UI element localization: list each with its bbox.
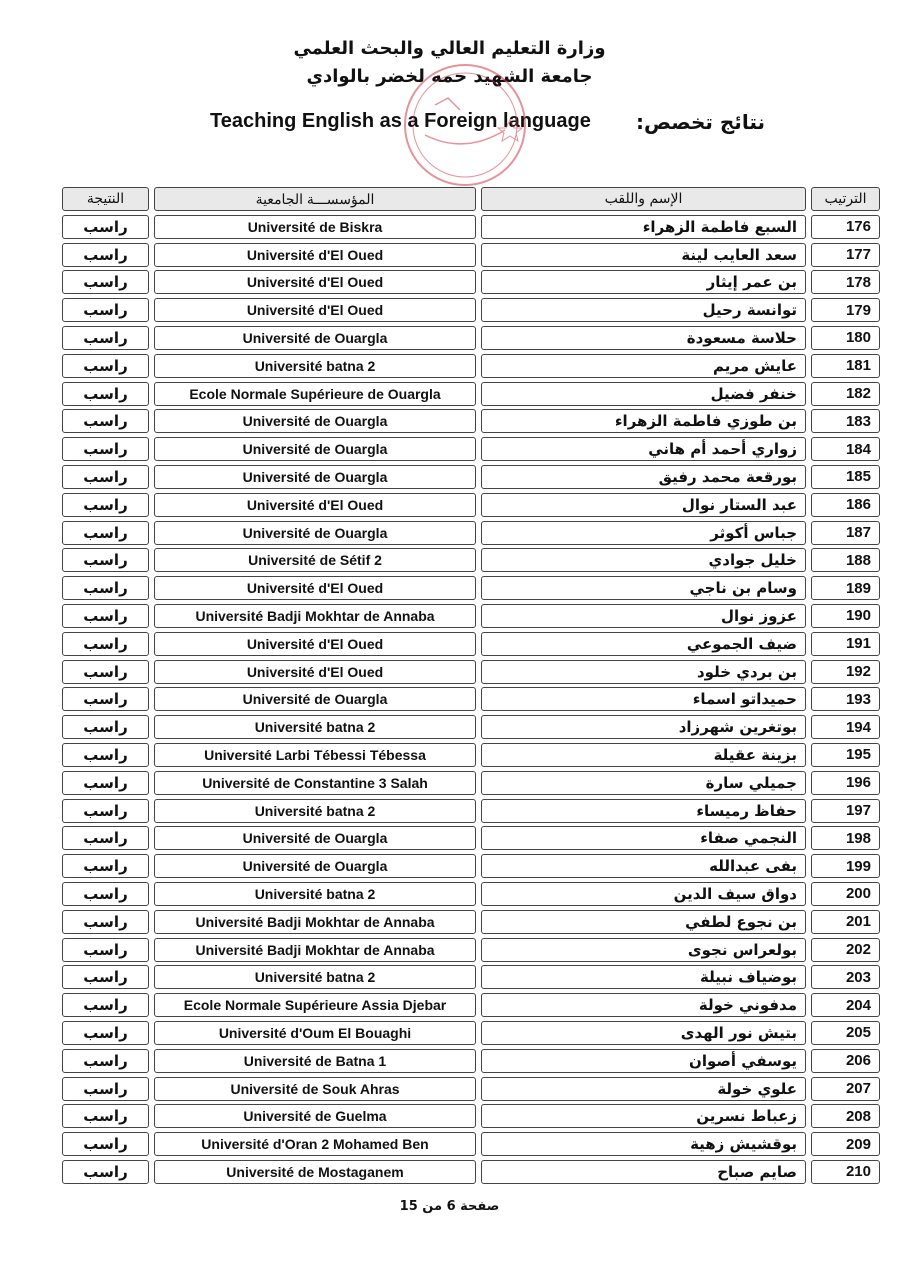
table-row [62,547,880,575]
institution-cell: Université batna 2 [154,965,476,989]
table-row [62,686,880,714]
result-cell: راسب [62,1021,149,1045]
institution-cell: Université batna 2 [154,799,476,823]
rank-cell: 204 [811,993,880,1017]
table-row [62,381,880,409]
rank-cell: 206 [811,1049,880,1073]
name-cell: عايش مريم [481,354,806,378]
institution-cell: Université de Ouargla [154,437,476,461]
name-cell: زعباط نسرين [481,1104,806,1128]
result-cell: راسب [62,910,149,934]
name-cell: بن عمر إيثار [481,270,806,294]
rank-cell: 210 [811,1160,880,1184]
rank-cell: 182 [811,382,880,406]
header-institution: المؤسســـة الجامعية [154,187,476,211]
header-result: النتيجة [62,187,149,211]
result-cell: راسب [62,521,149,545]
rank-cell: 199 [811,854,880,878]
table-row [62,1103,880,1131]
name-cell: وسام بن ناجي [481,576,806,600]
name-cell: بن بردي خلود [481,660,806,684]
name-cell: علوي خولة [481,1077,806,1101]
rank-cell: 205 [811,1021,880,1045]
rank-cell: 191 [811,632,880,656]
institution-cell: Université d'El Oued [154,660,476,684]
header-rank: الترتيب [811,187,880,211]
header-name: الإسم واللقب [481,187,806,211]
name-cell: بولعراس نجوى [481,938,806,962]
result-cell: راسب [62,270,149,294]
table-row [62,853,880,881]
rank-cell: 189 [811,576,880,600]
rank-cell: 177 [811,243,880,267]
table-body [62,214,880,1187]
institution-cell: Université batna 2 [154,354,476,378]
result-cell: راسب [62,993,149,1017]
name-cell: جباس أكوثر [481,521,806,545]
table-row [62,659,880,687]
result-cell: راسب [62,243,149,267]
rank-cell: 207 [811,1077,880,1101]
name-cell: بن نجوع لطفي [481,910,806,934]
name-cell: خنفر فضيل [481,382,806,406]
institution-cell: Université d'El Oued [154,298,476,322]
name-cell: بزينة عقيلة [481,743,806,767]
table-row [62,881,880,909]
result-cell: راسب [62,882,149,906]
table-row [62,770,880,798]
table-row [62,631,880,659]
institution-cell: Université de Constantine 3 Salah [154,771,476,795]
name-cell: عزوز نوال [481,604,806,628]
results-table [62,186,880,1187]
name-cell: سعد العايب لينة [481,243,806,267]
result-cell: راسب [62,382,149,406]
institution-cell: Université d'El Oued [154,243,476,267]
rank-cell: 203 [811,965,880,989]
name-cell: السبع فاطمة الزهراء [481,215,806,239]
table-row [62,269,880,297]
institution-cell: Université de Guelma [154,1104,476,1128]
name-cell: بفى عبدالله [481,854,806,878]
institution-cell: Université d'Oran 2 Mohamed Ben [154,1132,476,1156]
result-cell: راسب [62,826,149,850]
table-row [62,1048,880,1076]
name-cell: جميلي سارة [481,771,806,795]
result-cell: راسب [62,687,149,711]
table-row [62,825,880,853]
name-cell: خليل جوادي [481,548,806,572]
result-cell: راسب [62,465,149,489]
institution-cell: Université de Ouargla [154,854,476,878]
result-cell: راسب [62,437,149,461]
result-cell: راسب [62,215,149,239]
table-row [62,464,880,492]
table-row [62,325,880,353]
institution-cell: Université d'El Oued [154,576,476,600]
rank-cell: 208 [811,1104,880,1128]
table-row [62,1159,880,1187]
table-header-row [62,186,880,214]
rank-cell: 195 [811,743,880,767]
institution-cell: Université Larbi Tébessi Tébessa [154,743,476,767]
table-row [62,408,880,436]
institution-cell: Université de Batna 1 [154,1049,476,1073]
rank-cell: 187 [811,521,880,545]
rank-cell: 201 [811,910,880,934]
institution-cell: Université de Souk Ahras [154,1077,476,1101]
result-cell: راسب [62,548,149,572]
table-row [62,242,880,270]
institution-cell: Université d'Oum El Bouaghi [154,1021,476,1045]
result-cell: راسب [62,965,149,989]
table-row [62,297,880,325]
rank-cell: 185 [811,465,880,489]
name-cell: بوتغرين شهرزاد [481,715,806,739]
result-cell: راسب [62,799,149,823]
result-cell: راسب [62,576,149,600]
institution-cell: Université de Mostaganem [154,1160,476,1184]
result-cell: راسب [62,1104,149,1128]
name-cell: بتيش نور الهدى [481,1021,806,1045]
name-cell: عبد الستار نوال [481,493,806,517]
result-cell: راسب [62,938,149,962]
specialty-label: نتائج تخصص: [636,110,765,134]
institution-cell: Université d'El Oued [154,493,476,517]
institution-cell: Université Badji Mokhtar de Annaba [154,910,476,934]
table-row [62,603,880,631]
institution-cell: Université d'El Oued [154,270,476,294]
result-cell: راسب [62,660,149,684]
result-cell: راسب [62,715,149,739]
rank-cell: 184 [811,437,880,461]
page-number: صفحة 6 من 15 [399,1199,500,1214]
result-cell: راسب [62,1077,149,1101]
rank-cell: 178 [811,270,880,294]
result-cell: راسب [62,1160,149,1184]
ministry-title: وزارة التعليم العالي والبحث العلمي [293,38,606,59]
result-cell: راسب [62,743,149,767]
rank-cell: 200 [811,882,880,906]
result-cell: راسب [62,493,149,517]
table-row [62,1131,880,1159]
rank-cell: 209 [811,1132,880,1156]
name-cell: صايم صباح [481,1160,806,1184]
name-cell: توانسة رحيل [481,298,806,322]
name-cell: زواري أحمد أم هاني [481,437,806,461]
institution-cell: Université de Biskra [154,215,476,239]
rank-cell: 194 [811,715,880,739]
official-stamp [390,60,540,190]
name-cell: بوضياف نبيلة [481,965,806,989]
table-row [62,575,880,603]
rank-cell: 176 [811,215,880,239]
institution-cell: Université batna 2 [154,882,476,906]
table-row [62,742,880,770]
institution-cell: Ecole Normale Supérieure de Ouargla [154,382,476,406]
name-cell: بورقعة محمد رفيق [481,465,806,489]
institution-cell: Université de Ouargla [154,409,476,433]
table-row [62,798,880,826]
institution-cell: Université de Ouargla [154,465,476,489]
table-row [62,214,880,242]
result-cell: راسب [62,354,149,378]
result-cell: راسب [62,1049,149,1073]
rank-cell: 192 [811,660,880,684]
rank-cell: 193 [811,687,880,711]
institution-cell: Université de Ouargla [154,326,476,350]
result-cell: راسب [62,409,149,433]
name-cell: دواق سيف الدين [481,882,806,906]
rank-cell: 188 [811,548,880,572]
name-cell: بن طوزي فاطمة الزهراء [481,409,806,433]
institution-cell: Université de Ouargla [154,521,476,545]
specialty-name: Teaching English as a Foreign language [210,110,591,132]
rank-cell: 181 [811,354,880,378]
result-cell: راسب [62,771,149,795]
name-cell: يوسفي أصوان [481,1049,806,1073]
rank-cell: 197 [811,799,880,823]
rank-cell: 179 [811,298,880,322]
name-cell: بوقشيش زهية [481,1132,806,1156]
table-row [62,1076,880,1104]
institution-cell: Université Badji Mokhtar de Annaba [154,604,476,628]
table-row [62,492,880,520]
rank-cell: 180 [811,326,880,350]
result-cell: راسب [62,632,149,656]
institution-cell: Université de Ouargla [154,826,476,850]
institution-cell: Université d'El Oued [154,632,476,656]
result-cell: راسب [62,1132,149,1156]
table-row [62,964,880,992]
name-cell: النجمي صفاء [481,826,806,850]
institution-cell: Université Badji Mokhtar de Annaba [154,938,476,962]
name-cell: ضيف الجموعي [481,632,806,656]
name-cell: مدفوني خولة [481,993,806,1017]
rank-cell: 183 [811,409,880,433]
table-row [62,909,880,937]
name-cell: حلاسة مسعودة [481,326,806,350]
table-row [62,992,880,1020]
name-cell: حفاظ رميساء [481,799,806,823]
table-row [62,520,880,548]
result-cell: راسب [62,854,149,878]
table-row [62,353,880,381]
rank-cell: 190 [811,604,880,628]
institution-cell: Université de Ouargla [154,687,476,711]
rank-cell: 202 [811,938,880,962]
rank-cell: 186 [811,493,880,517]
result-cell: راسب [62,326,149,350]
university-title: جامعة الشهيد حمه لخضر بالوادي [306,66,593,87]
result-cell: راسب [62,604,149,628]
rank-cell: 196 [811,771,880,795]
name-cell: حميداتو اسماء [481,687,806,711]
institution-cell: Université de Sétif 2 [154,548,476,572]
rank-cell: 198 [811,826,880,850]
result-cell: راسب [62,298,149,322]
institution-cell: Ecole Normale Supérieure Assia Djebar [154,993,476,1017]
table-row [62,436,880,464]
table-row [62,937,880,965]
table-row [62,714,880,742]
table-row [62,1020,880,1048]
institution-cell: Université batna 2 [154,715,476,739]
